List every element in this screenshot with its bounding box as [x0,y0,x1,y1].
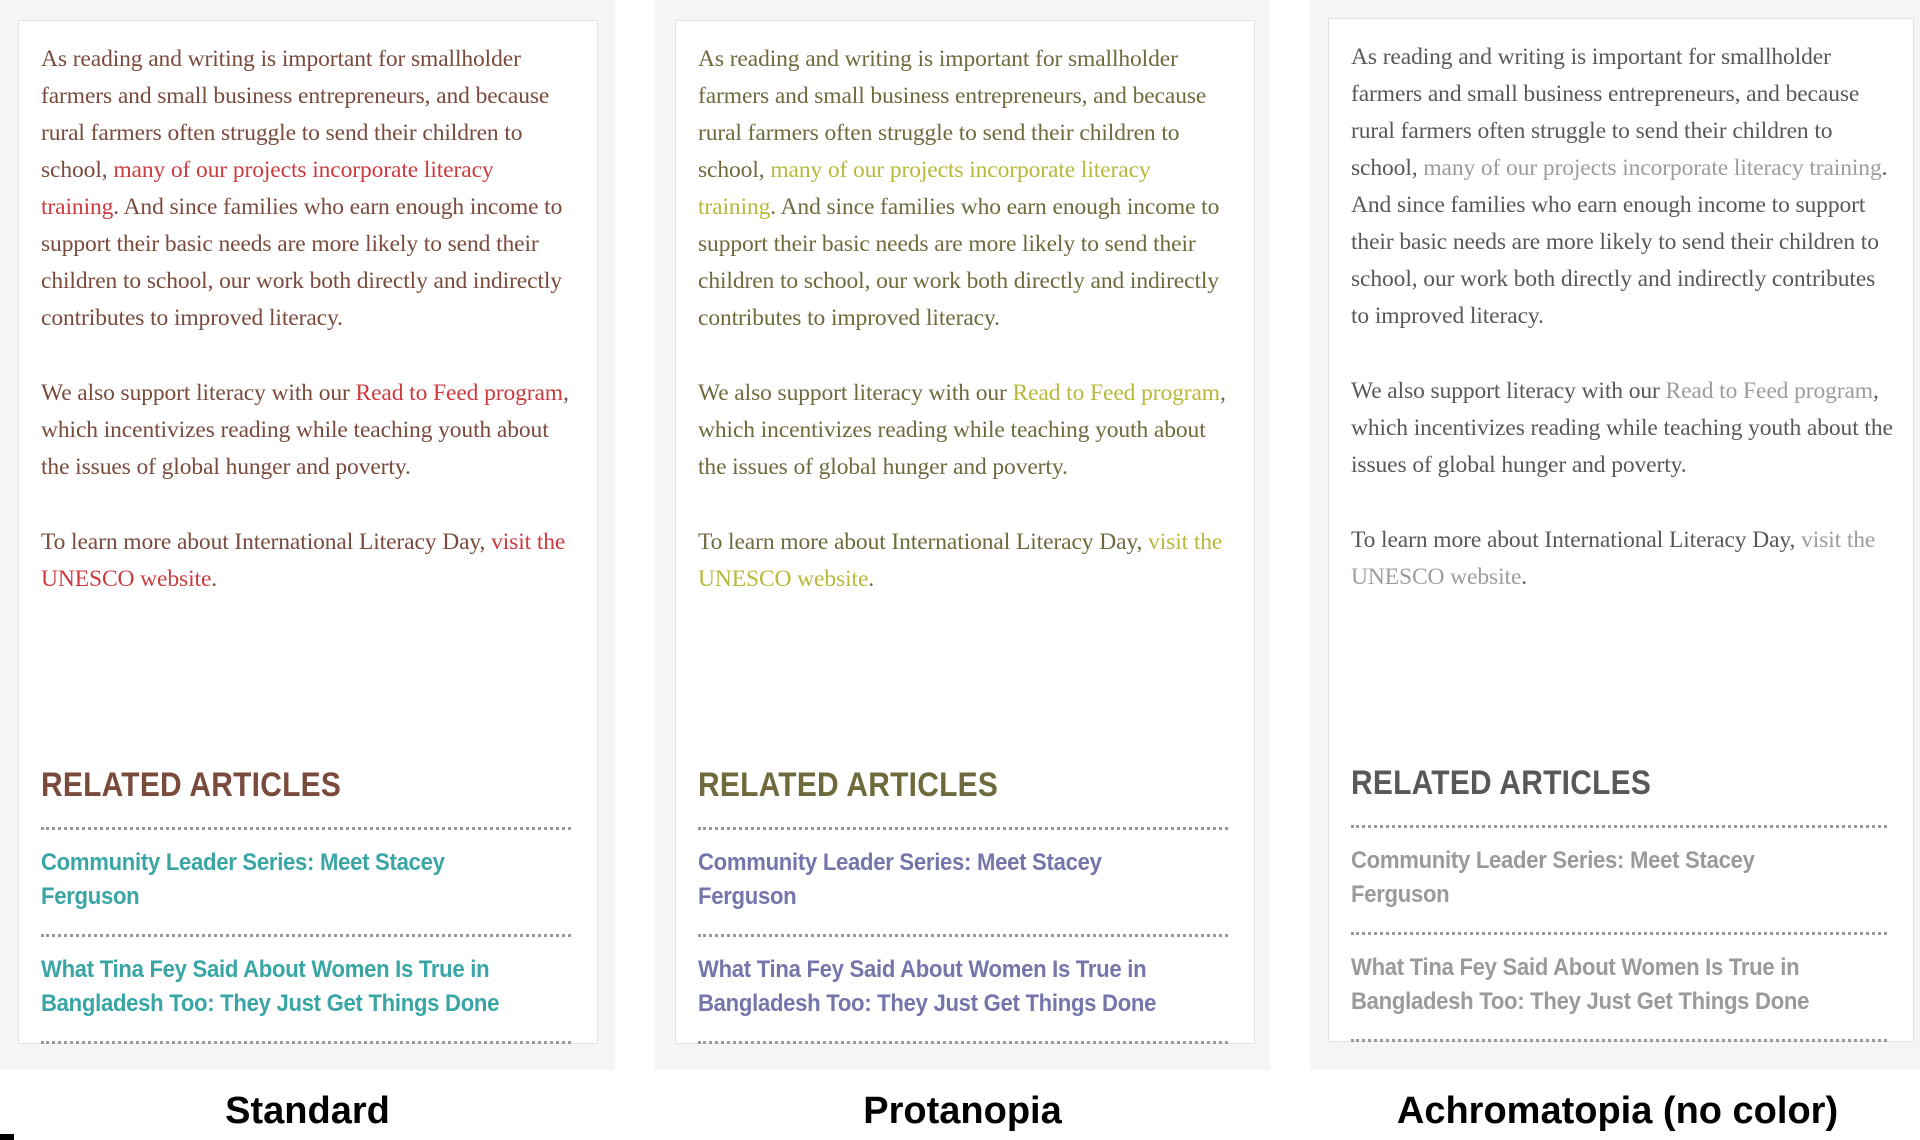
related-articles [1351,764,1887,1042]
read-to-feed-link[interactable]: Read to Feed program [355,380,563,406]
panel-protanopia [655,0,1270,1070]
paragraph-read-to-feed: We also support literacy with our Read to Feed program, which incentivizes reading while teaching youth about the issues of global hunger and poverty. [698,380,1226,480]
caption-achromatopia: Achromatopia (no color) [1396,1090,1839,1132]
related-articles [41,766,571,1044]
related-article-link-1[interactable]: Community Leader Series: Meet Stacey Ferguson [41,849,445,910]
paragraph-read-to-feed: We also support literacy with our Read to Feed program, which incentivizes reading while teaching youth about the issues of global hunger and poverty. [1351,378,1893,478]
read-to-feed-link[interactable]: Read to Feed program [1665,378,1873,404]
edge-mark [0,1134,14,1140]
read-to-feed-link[interactable]: Read to Feed program [1012,380,1220,406]
paragraph-unesco: To learn more about International Literacy Day, visit the UNESCO website. [698,529,1223,592]
paragraph-literacy: As reading and writing is important for smallholder farmers and small business entrepreneurs, and because rural farmers often struggle to send their children to school, many of our projects incorporate literacy training. And since families who earn enough income to support their basic needs are more likely to send their children to school, our work both directly and indirectly contributes to improved literacy. [41,46,563,331]
caption-protanopia: Protanopia [863,1090,1062,1132]
article-card-achromatopia [1328,18,1914,1042]
related-article-link-1[interactable]: Community Leader Series: Meet Stacey Ferguson [1351,847,1755,908]
literacy-training-link[interactable]: many of our projects incorporate literacy training [41,157,494,220]
article-card-protanopia [675,20,1255,1044]
related-article-link-2[interactable]: What Tina Fey Said About Women Is True in Bangladesh Too: They Just Get Things Done [41,956,500,1017]
unesco-website-link[interactable]: visit the UNESCO website [41,529,566,592]
literacy-training-link[interactable]: many of our projects incorporate literacy training [698,157,1151,220]
related-article-link-2[interactable]: What Tina Fey Said About Women Is True in Bangladesh Too: They Just Get Things Done [698,956,1157,1017]
related-article-link-1[interactable]: Community Leader Series: Meet Stacey Ferguson [698,849,1102,910]
caption-standard: Standard [225,1090,390,1132]
related-article-link-2[interactable]: What Tina Fey Said About Women Is True in Bangladesh Too: They Just Get Things Done [1351,954,1810,1015]
related-articles [698,766,1228,1044]
paragraph-unesco: To learn more about International Literacy Day, visit the UNESCO website. [1351,527,1876,590]
paragraph-literacy: As reading and writing is important for smallholder farmers and small business entrepreneurs, and because rural farmers often struggle to send their children to school, many of our projects incorporate literacy training. And since families who earn enough income to support their basic needs are more likely to send their children to school, our work both directly and indirectly contributes to improved literacy. [1351,44,1888,329]
related-articles-heading: RELATED ARTICLES [698,766,999,804]
dotted-divider [698,1041,1228,1044]
article-card-standard [18,20,598,1044]
dotted-divider [41,1041,571,1044]
related-articles-heading: RELATED ARTICLES [41,766,342,804]
literacy-training-link[interactable]: many of our projects incorporate literacy training [1423,155,1882,181]
unesco-website-link[interactable]: visit the UNESCO website [1351,527,1876,590]
related-articles-heading: RELATED ARTICLES [1351,764,1652,802]
panel-achromatopia [1310,0,1920,1070]
panel-standard [0,0,615,1070]
unesco-website-link[interactable]: visit the UNESCO website [698,529,1223,592]
paragraph-unesco: To learn more about International Literacy Day, visit the UNESCO website. [41,529,566,592]
paragraph-literacy: As reading and writing is important for smallholder farmers and small business entrepreneurs, and because rural farmers often struggle to send their children to school, many of our projects incorporate literacy training. And since families who earn enough income to support their basic needs are more likely to send their children to school, our work both directly and indirectly contributes to improved literacy. [698,46,1220,331]
dotted-divider [1351,1039,1887,1042]
paragraph-read-to-feed: We also support literacy with our Read to Feed program, which incentivizes reading while teaching youth about the issues of global hunger and poverty. [41,380,569,480]
